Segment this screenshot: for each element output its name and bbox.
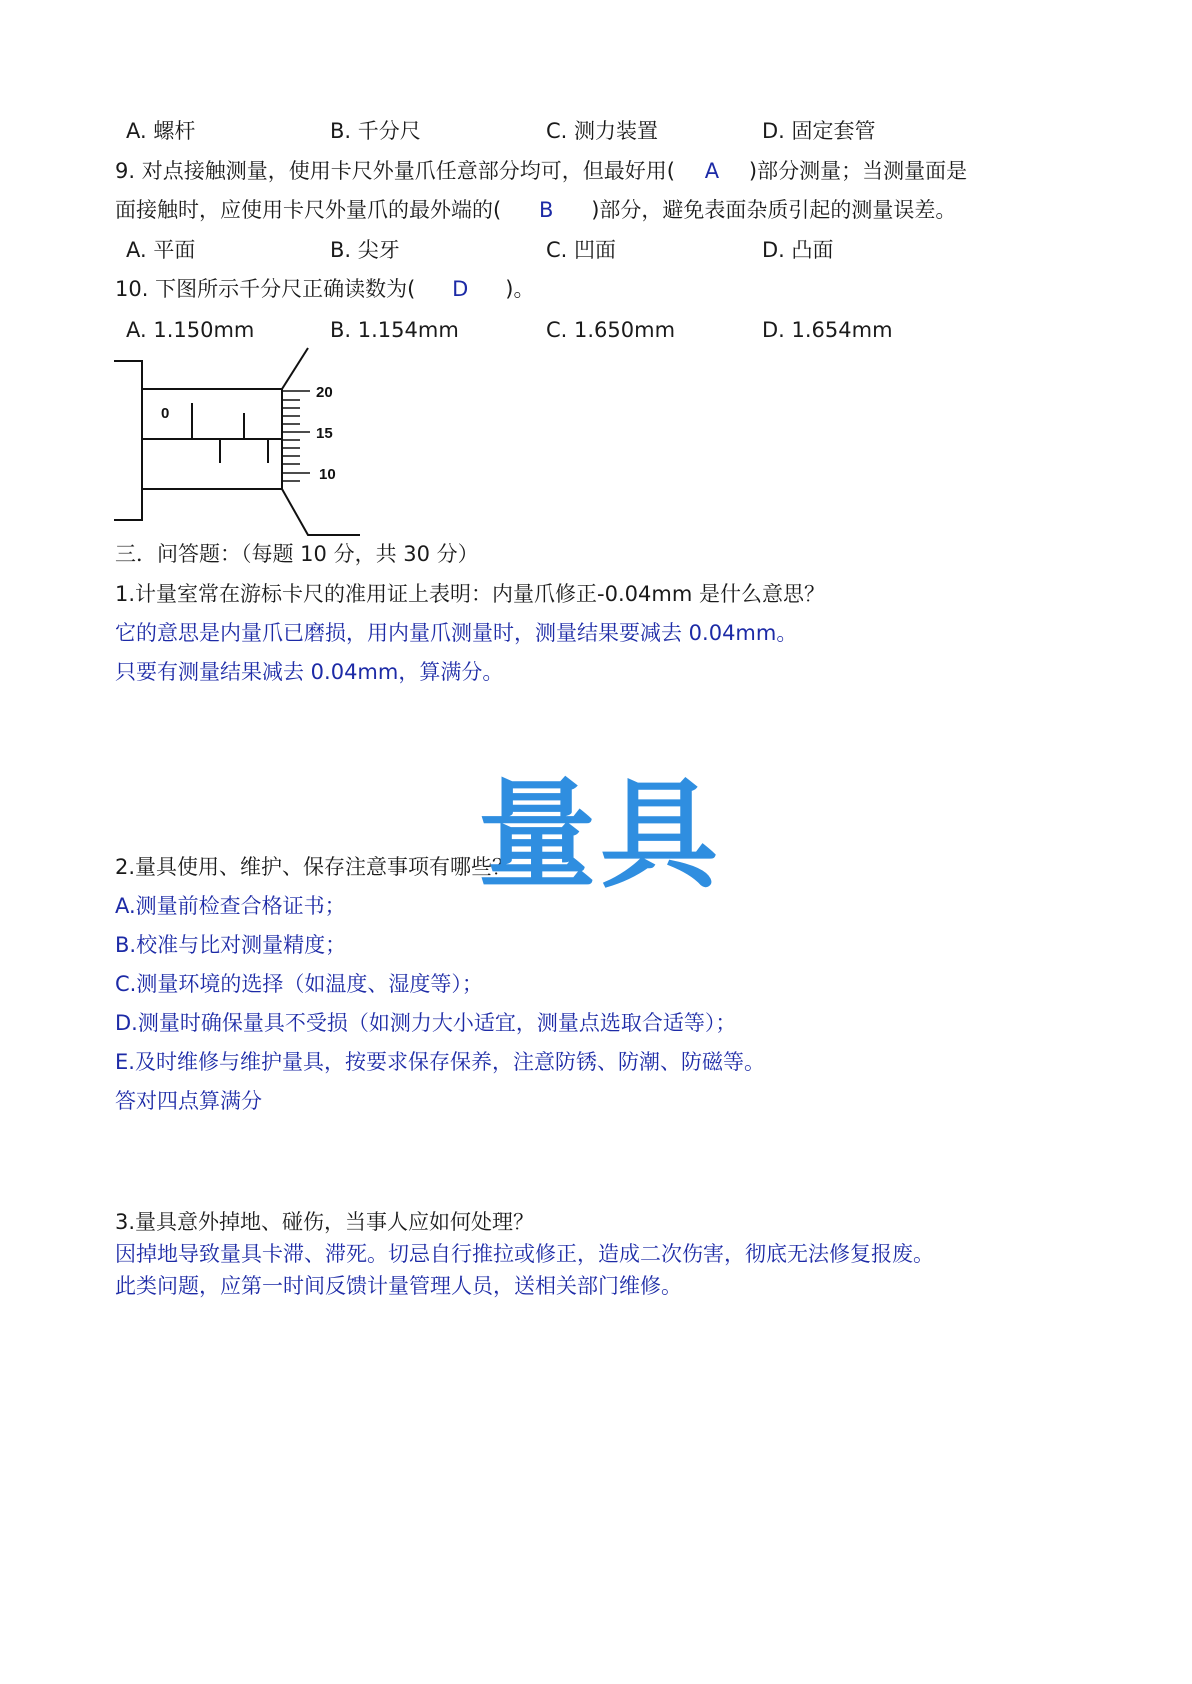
frame-outline (114, 361, 142, 520)
thimble-bevel-lower (282, 489, 360, 535)
q10-line (115, 275, 534, 303)
s3-q2-answer-c: C.测量环境的选择（如温度、湿度等）； (115, 972, 483, 996)
q10-option-c: C. 1.650mm (546, 318, 676, 342)
q10-text-2: )。 (505, 277, 535, 301)
q9-option-b: B. 尖牙 (330, 238, 400, 262)
s3-q2-question: 2.量具使用、维护、保存注意事项有哪些？ (115, 855, 514, 879)
thimble-label-15: 15 (316, 425, 333, 442)
s3-q3-question: 3.量具意外掉地、碰伤，当事人应如何处理？ (115, 1210, 535, 1234)
q10-option-d: D. 1.654mm (762, 318, 893, 342)
sleeve-label-0: 0 (161, 405, 170, 422)
q9-option-a: A. 平面 (126, 238, 196, 262)
thimble-bevel (282, 348, 308, 389)
q8-option-a: A. 螺杆 (126, 119, 196, 143)
s3-q2-answer-b: B.校准与比对测量精度； (115, 933, 347, 957)
q9-option-c: C. 凹面 (546, 238, 617, 262)
q8-option-c: C. 测力装置 (546, 119, 659, 143)
s3-q1-answer-2: 只要有测量结果减去 0.04mm，算满分。 (115, 660, 504, 684)
s3-q2-answer-e: E.及时维修与维护量具，按要求保存保养，注意防锈、防潮、防磁等。 (115, 1050, 765, 1074)
q9-text-1: 9. 对点接触测量，使用卡尺外量爪任意部分均可，但最好用( (115, 159, 675, 183)
section3-title: 三．问答题：（每题 10 分，共 30 分） (115, 542, 479, 566)
s3-q3-answer-1: 因掉地导致量具卡滞、滞死。切忌自行推拉或修正，造成二次伤害，彻底无法修复报废。 (115, 1242, 934, 1266)
watermark: 量具 (478, 766, 723, 904)
s3-q1-answer-1: 它的意思是内量爪已磨损，用内量爪测量时，测量结果要减去 0.04mm。 (115, 621, 798, 645)
q10-text-1: 10. 下图所示千分尺正确读数为( (115, 277, 416, 301)
q9-option-d: D. 凸面 (762, 238, 834, 262)
q9-text-4: )部分，避免表面杂质引起的测量误差。 (591, 198, 957, 222)
q9-answer-1: A (704, 159, 720, 183)
q9-line-2 (115, 196, 956, 224)
q9-answer-2: B (538, 198, 554, 222)
s3-q2-answer-d: D.测量时确保量具不受损（如测力大小适宜，测量点选取合适等）； (115, 1011, 737, 1035)
q9-line-1 (115, 157, 967, 185)
q10-option-b: B. 1.154mm (330, 318, 459, 342)
s3-q3-answer-2: 此类问题，应第一时间反馈计量管理人员，送相关部门维修。 (115, 1274, 682, 1298)
thimble-label-10: 10 (319, 466, 336, 483)
q8-option-d: D. 固定套管 (762, 119, 876, 143)
q9-text-3: 面接触时，应使用卡尺外量爪的最外端的( (115, 198, 502, 222)
s3-q1-question: 1.计量室常在游标卡尺的准用证上表明：内量爪修正-0.04mm 是什么意思？ (115, 582, 825, 606)
q9-text-2: )部分测量；当测量面是 (748, 159, 968, 183)
s3-q2-answer-a: A.测量前检查合格证书； (115, 894, 346, 918)
q10-option-a: A. 1.150mm (126, 318, 255, 342)
q8-option-b: B. 千分尺 (330, 119, 421, 143)
thimble-label-20: 20 (316, 384, 333, 401)
s3-q2-scoring: 答对四点算满分 (115, 1089, 262, 1113)
q10-answer: D (452, 277, 469, 301)
micrometer-figure (110, 345, 360, 545)
